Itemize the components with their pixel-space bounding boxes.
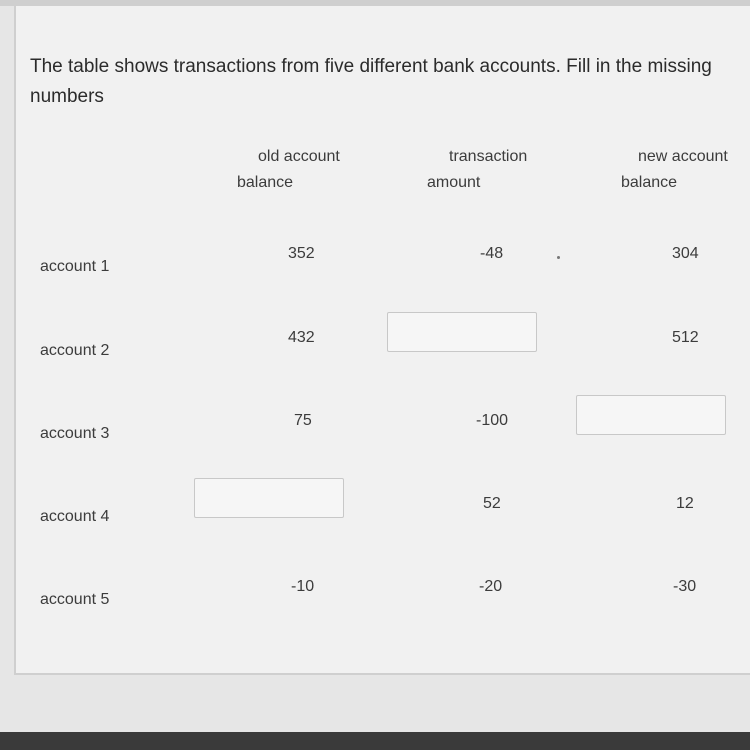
transaction-account-3: -100 [476,412,509,429]
old-balance-account-5: -10 [291,578,315,595]
header-transaction-line2: amount [427,174,481,191]
new-balance-account-4: 12 [676,495,694,512]
question-text: The table shows transactions from five different bank accounts. Fill in the missing numbers [30,56,712,107]
old-balance-input-account-4[interactable] [194,478,344,518]
row-label-account-4: account 4 [40,508,110,525]
old-balance-account-3: 75 [294,412,312,429]
header-transaction-line1: transaction [449,148,528,165]
row-label-account-3: account 3 [40,425,110,442]
row-label-account-2: account 2 [40,342,110,359]
transaction-account-4: 52 [483,495,501,512]
old-balance-account-2: 432 [288,329,315,346]
header-old-line1: old account [258,148,340,165]
old-balance-account-1: 352 [288,245,315,262]
new-balance-input-account-3[interactable] [576,395,726,435]
header-old-line2: balance [237,174,294,191]
row-label-account-1: account 1 [40,258,110,275]
transaction-account-5: -20 [479,578,503,595]
row-label-account-5: account 5 [40,591,110,608]
transaction-account-1: -48 [480,245,504,262]
bottom-bar [0,732,750,750]
new-balance-account-2: 512 [672,329,699,346]
new-balance-account-1: 304 [672,245,699,262]
transaction-input-account-2[interactable] [387,312,537,352]
header-new-line2: balance [621,174,678,191]
new-balance-account-5: -30 [673,578,697,595]
stray-dot [557,256,560,259]
header-new-line1: new account [638,148,728,165]
